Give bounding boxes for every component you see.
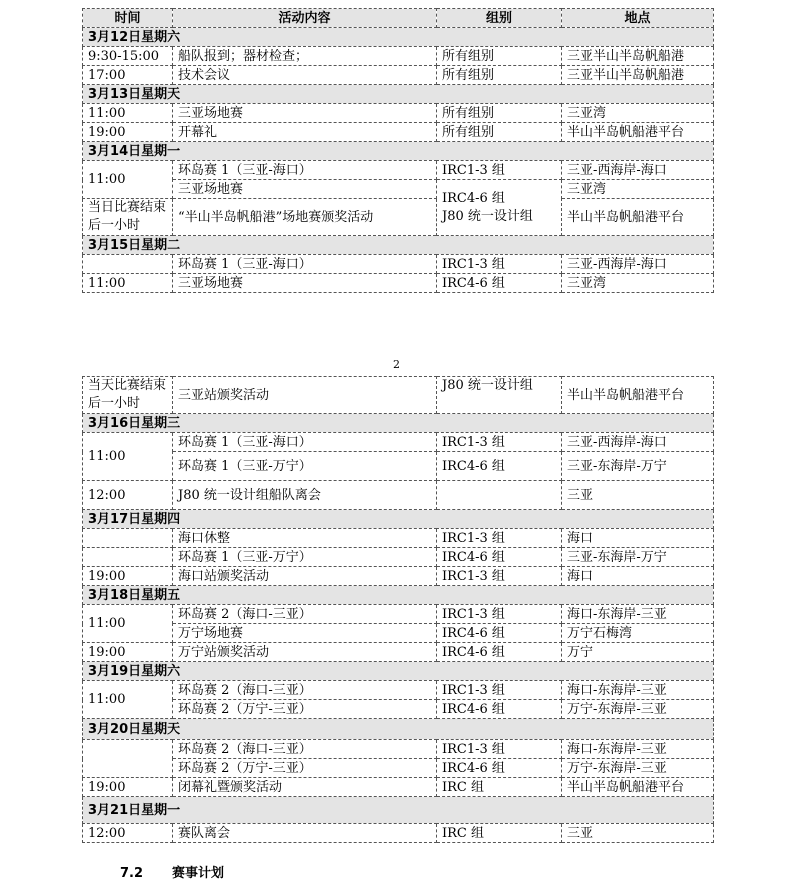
cell-time: 12:00 [83, 481, 173, 510]
date-label: 3月19日星期六 [83, 662, 714, 681]
cell-time: 11:00 [83, 433, 173, 481]
cell-time: 12:00 [83, 824, 173, 843]
date-label: 3月14日星期一 [83, 142, 714, 161]
table-row [83, 66, 714, 85]
cell-group: IRC4-6 组 [437, 624, 562, 643]
cell-group: IRC4-6 组 [437, 548, 562, 567]
date-label: 3月17日星期四 [83, 510, 714, 529]
cell-group: IRC1-3 组 [437, 433, 562, 452]
cell-time: 11:00 [83, 681, 173, 719]
date-label: 3月18日星期五 [83, 586, 714, 605]
cell-activity: 环岛赛 2（万宁-三亚） [173, 700, 437, 719]
cell-location: 三亚-西海岸-海口 [562, 255, 714, 274]
cell-time [83, 548, 173, 567]
cell-time: 19:00 [83, 567, 173, 586]
cell-activity: 船队报到；器材检查； [173, 47, 437, 66]
cell-activity: 闭幕礼暨颁奖活动 [173, 778, 437, 797]
date-row [83, 586, 714, 605]
cell-activity: 三亚场地赛 [173, 274, 437, 293]
table-row [83, 481, 714, 510]
cell-activity: 开幕礼 [173, 123, 437, 142]
cell-location: 万宁-东海岸-三亚 [562, 759, 714, 778]
date-row [83, 797, 714, 824]
table-row [83, 452, 714, 481]
cell-time: 19:00 [83, 643, 173, 662]
cell-activity: 环岛赛 1（三亚-海口） [173, 433, 437, 452]
cell-group: IRC 组 [437, 824, 562, 843]
table-row [83, 255, 714, 274]
cell-location: 三亚-西海岸-海口 [562, 161, 714, 180]
cell-group: 所有组别 [437, 47, 562, 66]
table-row [83, 180, 714, 199]
table-row [83, 377, 714, 414]
table-row [83, 778, 714, 797]
cell-group: IRC4-6 组 J80 统一设计组 [437, 180, 562, 236]
cell-location: 半山半岛帆船港平台 [562, 377, 714, 414]
cell-group: IRC4-6 组 [437, 700, 562, 719]
cell-time: 当天比赛结束后一小时 [83, 377, 173, 414]
cell-activity: 三亚场地赛 [173, 180, 437, 199]
schedule-table-top [82, 8, 714, 293]
cell-group: 所有组别 [437, 66, 562, 85]
date-row [83, 28, 714, 47]
page-number: 2 [393, 358, 400, 371]
cell-group: 所有组别 [437, 123, 562, 142]
cell-location: 海口-东海岸-三亚 [562, 740, 714, 759]
cell-location: 半山半岛帆船港平台 [562, 778, 714, 797]
date-row [83, 662, 714, 681]
cell-activity: 三亚站颁奖活动 [173, 377, 437, 414]
table-row [83, 548, 714, 567]
cell-location: 海口-东海岸-三亚 [562, 605, 714, 624]
cell-location: 海口-东海岸-三亚 [562, 681, 714, 700]
cell-group: IRC4-6 组 [437, 274, 562, 293]
table-row [83, 681, 714, 700]
cell-time: 11:00 [83, 274, 173, 293]
cell-time: 19:00 [83, 123, 173, 142]
cell-location: 三亚 [562, 824, 714, 843]
date-label: 3月16日星期三 [83, 414, 714, 433]
cell-location: 三亚-西海岸-海口 [562, 433, 714, 452]
date-row [83, 510, 714, 529]
table-row [83, 567, 714, 586]
header-location: 地点 [562, 9, 714, 28]
cell-activity: 万宁场地赛 [173, 624, 437, 643]
date-row [83, 719, 714, 740]
cell-location: 三亚-东海岸-万宁 [562, 548, 714, 567]
date-label: 3月21日星期一 [83, 797, 714, 824]
cell-location: 海口 [562, 529, 714, 548]
cell-location: 三亚湾 [562, 180, 714, 199]
cell-location: 三亚 [562, 481, 714, 510]
cell-activity: 万宁站颁奖活动 [173, 643, 437, 662]
cell-group: IRC1-3 组 [437, 567, 562, 586]
table-row [83, 199, 714, 236]
date-row [83, 85, 714, 104]
cell-activity: 环岛赛 1（三亚-海口） [173, 161, 437, 180]
header-time: 时间 [83, 9, 173, 28]
cell-group: IRC 组 [437, 778, 562, 797]
table-row [83, 47, 714, 66]
cell-time: 19:00 [83, 778, 173, 797]
cell-activity: 海口站颁奖活动 [173, 567, 437, 586]
cell-activity: 三亚场地赛 [173, 104, 437, 123]
cell-activity: 环岛赛 2（海口-三亚） [173, 681, 437, 700]
cell-activity: 环岛赛 2（海口-三亚） [173, 740, 437, 759]
table-row [83, 624, 714, 643]
cell-location: 海口 [562, 567, 714, 586]
cell-location: 三亚湾 [562, 274, 714, 293]
cell-group: IRC4-6 组 [437, 759, 562, 778]
cell-group: IRC1-3 组 [437, 255, 562, 274]
cell-location: 三亚-东海岸-万宁 [562, 452, 714, 481]
table-row [83, 104, 714, 123]
cell-location: 万宁石梅湾 [562, 624, 714, 643]
table-row [83, 161, 714, 180]
cell-group: J80 统一设计组 [437, 377, 562, 414]
table-row [83, 700, 714, 719]
cell-activity: “半山半岛帆船港”场地赛颁奖活动 [173, 199, 437, 236]
table-row [83, 274, 714, 293]
table-row [83, 433, 714, 452]
cell-group: IRC1-3 组 [437, 740, 562, 759]
header-activity: 活动内容 [173, 9, 437, 28]
cell-group [437, 481, 562, 510]
cell-activity: 环岛赛 2（万宁-三亚） [173, 759, 437, 778]
section-title: 赛事计划 [172, 866, 225, 881]
date-label: 3月15日星期二 [83, 236, 714, 255]
cell-activity: 环岛赛 1（三亚-万宁） [173, 548, 437, 567]
table-header-row [83, 9, 714, 28]
cell-location: 半山半岛帆船港平台 [562, 199, 714, 236]
date-label: 3月20日星期天 [83, 719, 714, 740]
table-row [83, 740, 714, 759]
cell-location: 万宁 [562, 643, 714, 662]
cell-time: 11:00 [83, 161, 173, 199]
cell-group: IRC1-3 组 [437, 605, 562, 624]
cell-time: 11:00 [83, 104, 173, 123]
cell-group: IRC1-3 组 [437, 681, 562, 700]
cell-group: IRC1-3 组 [437, 529, 562, 548]
cell-time: 11:00 [83, 605, 173, 643]
cell-time [83, 255, 173, 274]
cell-activity: 海口休整 [173, 529, 437, 548]
table-row [83, 529, 714, 548]
table-row [83, 123, 714, 142]
cell-location: 三亚半山半岛帆船港 [562, 66, 714, 85]
schedule-table-bottom [82, 376, 714, 843]
section-heading [120, 862, 224, 881]
cell-group: 所有组别 [437, 104, 562, 123]
cell-time [83, 740, 173, 778]
cell-group: IRC4-6 组 [437, 452, 562, 481]
cell-activity: 环岛赛 2（海口-三亚） [173, 605, 437, 624]
cell-activity: 赛队离会 [173, 824, 437, 843]
date-row [83, 142, 714, 161]
cell-time: 当日比赛结束后一小时 [83, 199, 173, 236]
cell-time: 9:30-15:00 [83, 47, 173, 66]
table-row [83, 643, 714, 662]
cell-activity: 技术会议 [173, 66, 437, 85]
date-label: 3月12日星期六 [83, 28, 714, 47]
cell-location: 万宁-东海岸-三亚 [562, 700, 714, 719]
section-number: 7.2 [120, 866, 144, 881]
cell-group: IRC4-6 组 [437, 643, 562, 662]
cell-group: IRC1-3 组 [437, 161, 562, 180]
date-row [83, 236, 714, 255]
date-row [83, 414, 714, 433]
cell-activity: 环岛赛 1（三亚-万宁） [173, 452, 437, 481]
cell-activity: 环岛赛 1（三亚-海口） [173, 255, 437, 274]
cell-location: 半山半岛帆船港平台 [562, 123, 714, 142]
cell-time [83, 529, 173, 548]
header-group: 组别 [437, 9, 562, 28]
cell-location: 三亚湾 [562, 104, 714, 123]
cell-time: 17:00 [83, 66, 173, 85]
date-label: 3月13日星期天 [83, 85, 714, 104]
cell-activity: J80 统一设计组船队离会 [173, 481, 437, 510]
cell-location: 三亚半山半岛帆船港 [562, 47, 714, 66]
table-row [83, 759, 714, 778]
table-row [83, 824, 714, 843]
table-row [83, 605, 714, 624]
